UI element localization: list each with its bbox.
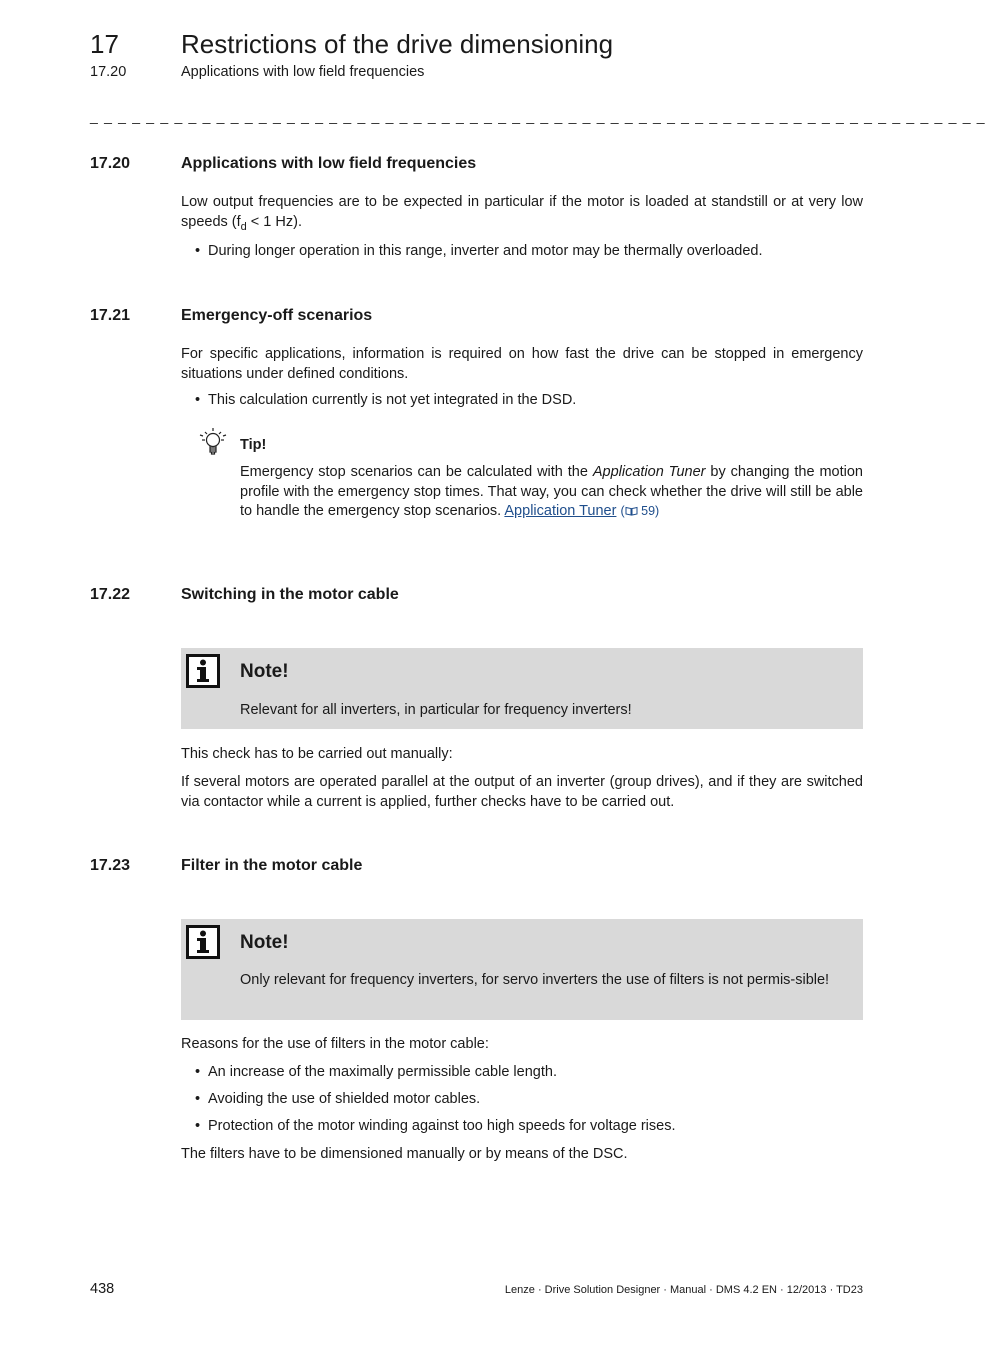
section-17-22-number: 17.22 [90, 586, 131, 603]
section-17-23-paragraph: The filters have to be dimensioned manually or by means of the DSC. [181, 1146, 628, 1162]
tip-label: Tip! [240, 437, 267, 453]
application-tuner-link[interactable]: Application Tuner [504, 503, 617, 519]
note-title: Note! [240, 661, 289, 682]
section-17-21-title: Emergency-off scenarios [181, 307, 373, 324]
header-section-number: 17.20 [90, 64, 127, 80]
section-17-23-number: 17.23 [90, 857, 131, 874]
bullet-glyph: • [195, 243, 201, 259]
footer-doc-info: Lenze · Drive Solution Designer · Manual · DMS 4.2 EN · 12/2013 · TD23 [504, 1284, 863, 1296]
note-text: Relevant for all inverters, in particular for frequency inverters! [240, 702, 632, 718]
note-box [181, 648, 863, 729]
lightbulb-icon [197, 426, 229, 460]
page-reference[interactable]: ( 59) [620, 504, 660, 518]
chapter-title: Restrictions of the drive dimensioning [181, 29, 614, 59]
info-icon [186, 925, 220, 959]
section-17-20-number: 17.20 [90, 155, 131, 172]
page-number: 438 [90, 1281, 115, 1297]
section-17-22-paragraph: If several motors are operated parallel at the output of an inverter (group drives), and if they are switched via contactor while a current is applied, further checks have to be carried out. [181, 774, 863, 810]
header-section-title: Applications with low field frequencies [181, 64, 425, 80]
bullet-glyph: • [195, 1064, 201, 1080]
section-17-22-title: Switching in the motor cable [181, 586, 399, 603]
chapter-number: 17 [90, 29, 119, 59]
section-17-23-paragraph: Reasons for the use of filters in the motor cable: [181, 1036, 489, 1052]
section-17-21-paragraph: For specific applications, information is required on how fast the drive can be stopped in emergency situations under defined conditions. [181, 346, 863, 382]
note-box [181, 919, 863, 1020]
section-17-23-title: Filter in the motor cable [181, 857, 363, 874]
section-17-22-paragraph: This check has to be carried out manually: [181, 746, 453, 762]
note-text: Only relevant for frequency inverters, for servo inverters the use of filters is not permis-sible! [240, 972, 830, 988]
section-17-20-title: Applications with low field frequencies [181, 155, 477, 172]
bullet-glyph: • [195, 392, 201, 408]
section-17-20-paragraph: Low output frequencies are to be expected in particular if the motor is loaded at standstill or at very low speeds ($f_d < 1$ Hz). [181, 194, 863, 233]
bullet-glyph: • [195, 1118, 201, 1134]
section-17-21-number: 17.21 [90, 307, 131, 324]
note-title: Note! [240, 932, 289, 953]
header-rule: _ _ _ _ _ _ _ _ _ _ _ _ _ _ _ _ _ _ _ _ _ _ _ _ _ _ _ _ _ _ _ _ _ _ _ _ _ _ _ _ _ _ _ _ _ _ _ _ _ _ _ _ _ _ _ _ _ _ _ _ _ _ _ _ [90, 108, 986, 124]
tip-text: Emergency stop scenarios can be calculated with the Application Tuner by changing the motion profile with the emergency stop times. That way, you can check whether the drive will still be able to handle the emergency stop scenarios. Application Tuner ( 59) [240, 464, 863, 519]
info-icon [186, 654, 220, 688]
bullet-glyph: • [195, 1091, 201, 1107]
book-icon [625, 506, 638, 516]
